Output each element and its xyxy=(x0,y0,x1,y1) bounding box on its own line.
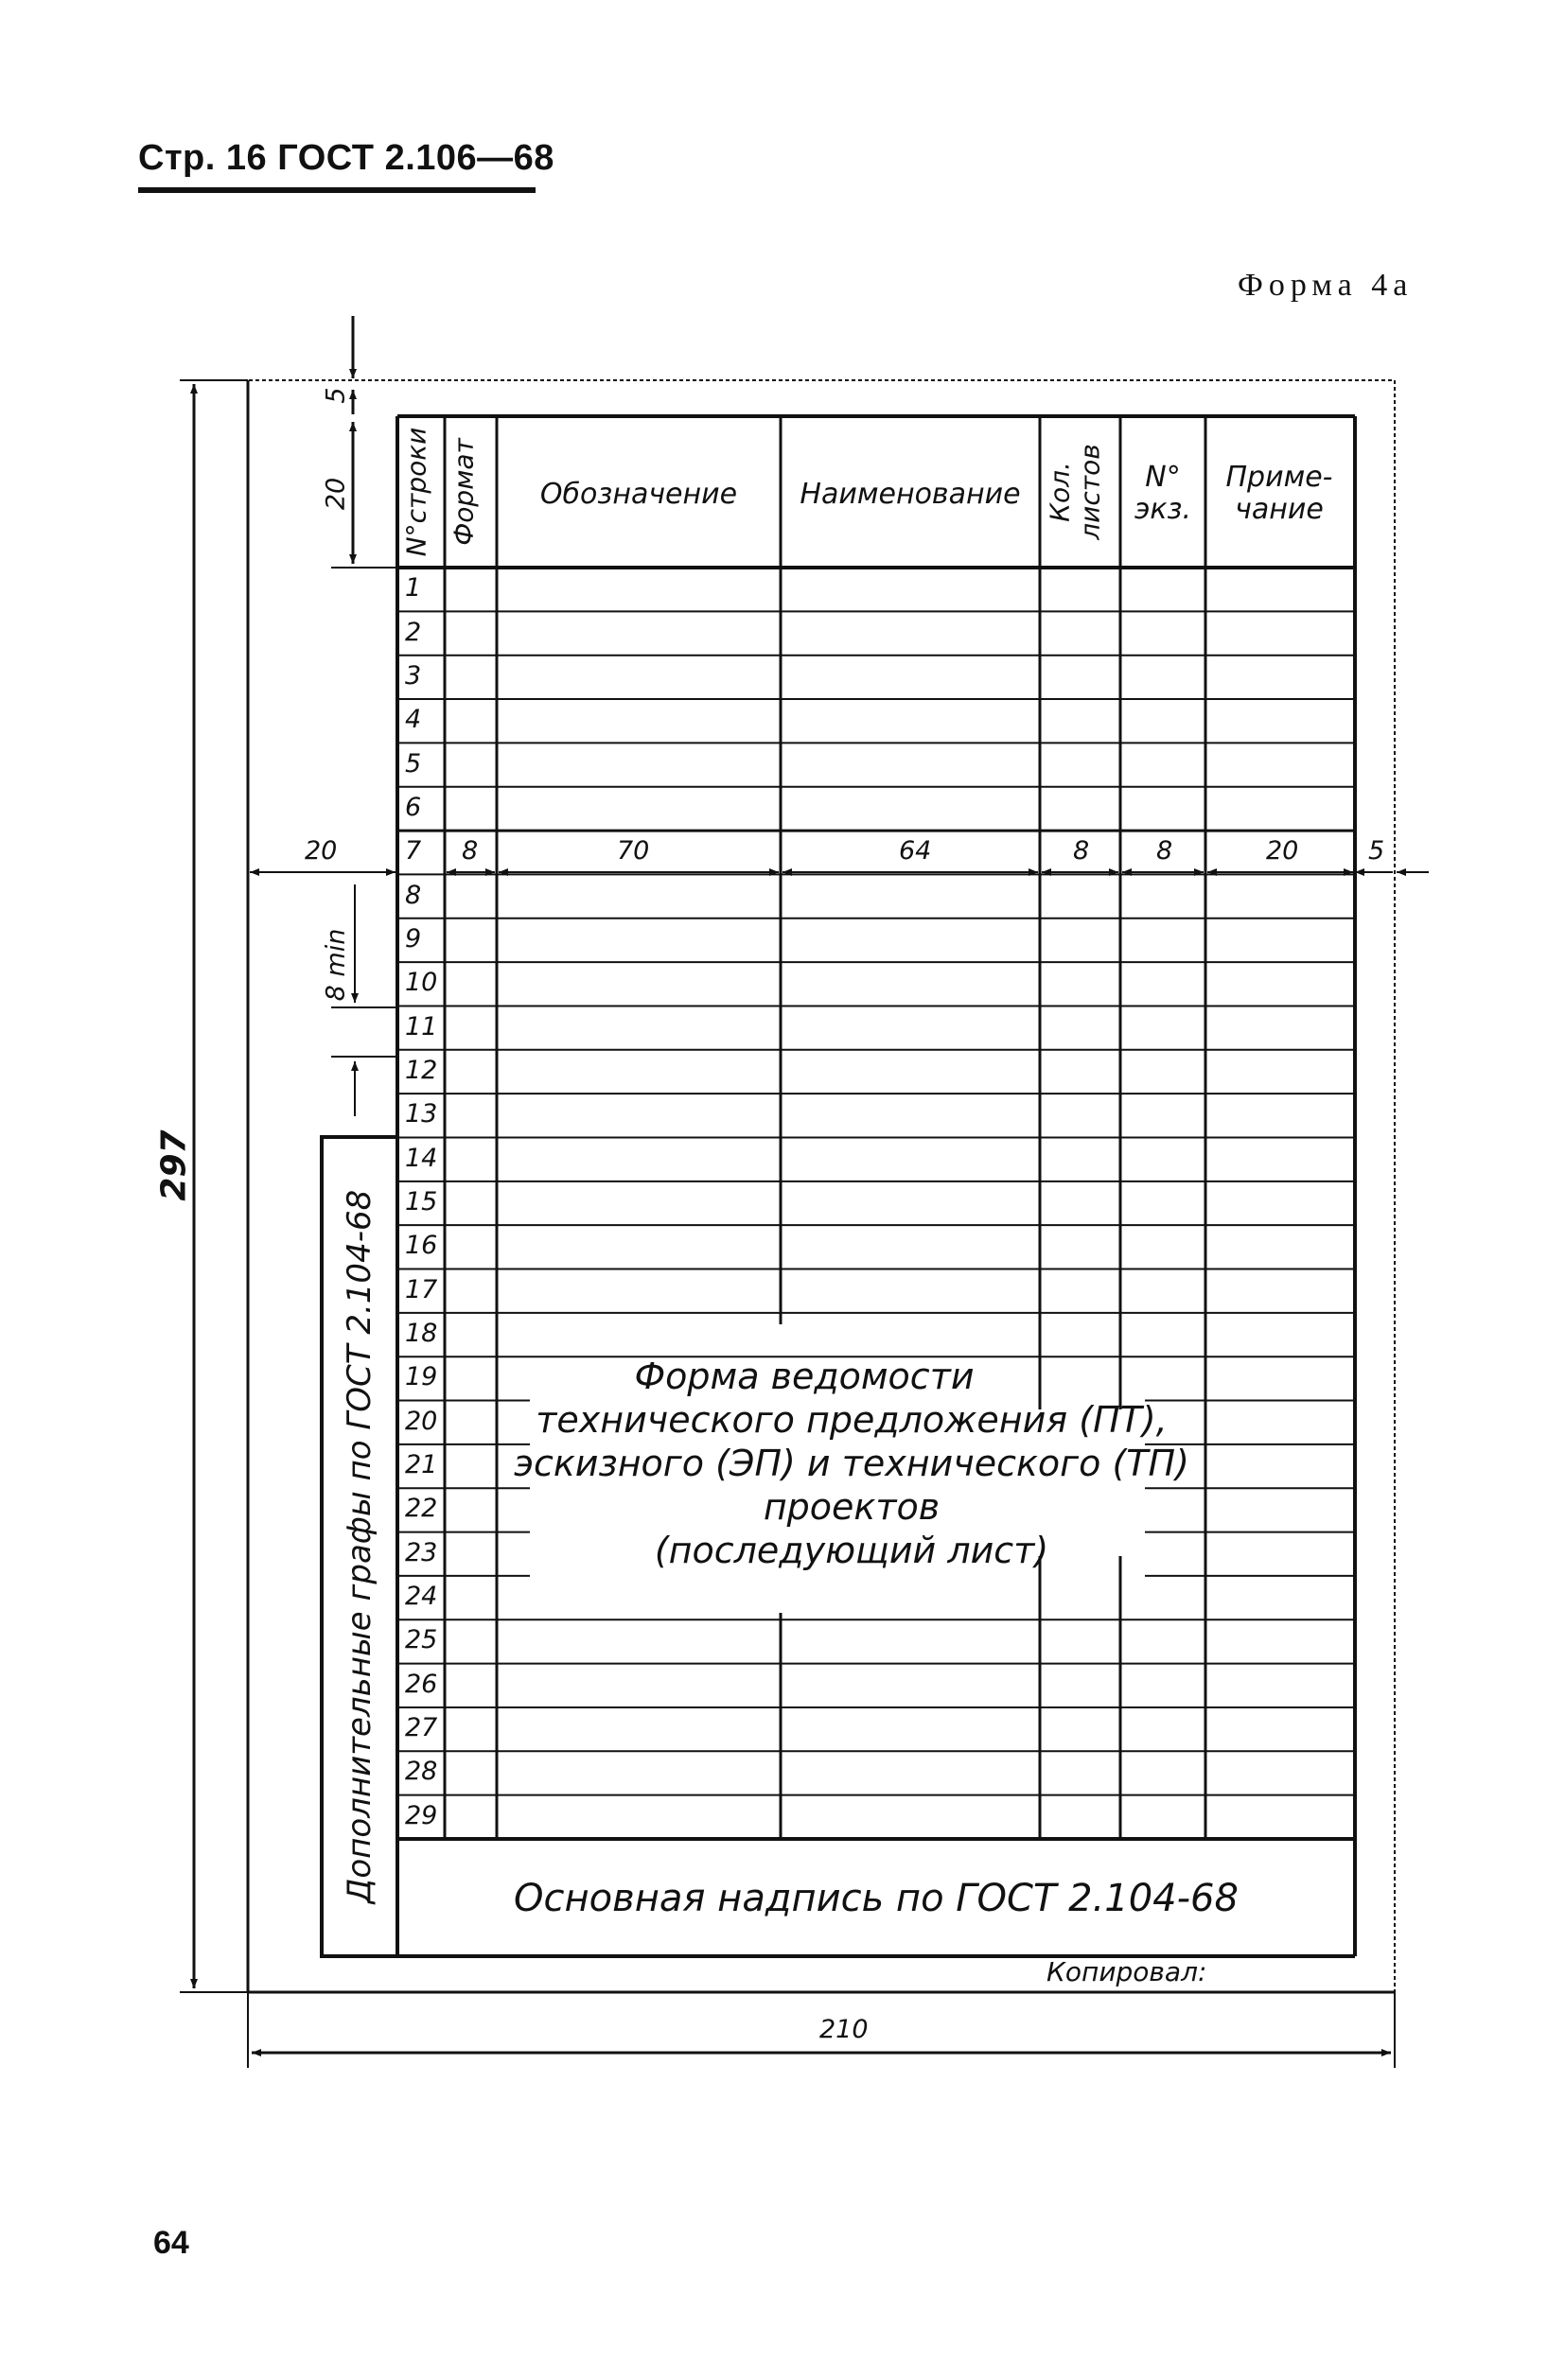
dim-right-margin: 5 xyxy=(1368,836,1385,866)
row-number-28: 28 xyxy=(405,1757,438,1787)
row-number-19: 19 xyxy=(405,1362,438,1392)
dim-page-height: 297 xyxy=(154,1129,194,1201)
colhead-copy-line2: экз. xyxy=(1134,493,1192,526)
page-header: Стр. 16 ГОСТ 2.106—68 xyxy=(138,138,554,178)
colhead-note-line2: чание xyxy=(1235,493,1324,526)
colwidth-designation: 70 xyxy=(617,836,650,866)
dim-top-margin: 5 xyxy=(321,387,351,404)
form-caption xyxy=(492,1355,1211,1572)
row-number-17: 17 xyxy=(405,1274,438,1304)
row-number-25: 25 xyxy=(405,1625,438,1655)
row-number-11: 11 xyxy=(405,1011,438,1041)
colhead-note xyxy=(1205,462,1353,526)
colwidth-copy: 8 xyxy=(1156,836,1173,866)
colhead-name: Наименование xyxy=(800,478,1021,511)
copied-by-label: Копировал: xyxy=(1046,1956,1207,1987)
caption-line-2: технического предложения (ПТ), xyxy=(536,1399,1168,1441)
caption-line-3: эскизного (ЭП) и технического (ТП) xyxy=(514,1443,1189,1484)
row-number-3: 3 xyxy=(405,660,422,691)
page-number: 64 xyxy=(153,2225,189,2261)
row-number-24: 24 xyxy=(405,1582,438,1612)
dim-row-height: 8 min xyxy=(321,928,351,1002)
row-number-21: 21 xyxy=(405,1450,438,1480)
form-label: Форма 4а xyxy=(1238,268,1414,303)
row-number-13: 13 xyxy=(405,1099,438,1129)
dim-header-height: 20 xyxy=(321,477,351,511)
colhead-sheets-line1: Кол. xyxy=(1044,462,1076,522)
row-number-8: 8 xyxy=(405,880,422,910)
colhead-sheets-line2: листов xyxy=(1074,444,1106,540)
additional-columns-label: Дополнительные графы по ГОСТ 2.104-68 xyxy=(341,1189,378,1904)
row-number-16: 16 xyxy=(405,1231,438,1261)
row-number-26: 26 xyxy=(405,1669,438,1699)
row-number-4: 4 xyxy=(405,705,422,735)
caption-line-4: проектов xyxy=(763,1486,941,1528)
row-number-22: 22 xyxy=(405,1494,438,1524)
row-number-2: 2 xyxy=(405,617,422,647)
row-number-10: 10 xyxy=(405,968,438,998)
title-block-label: Основная надпись по ГОСТ 2.104-68 xyxy=(514,1877,1239,1920)
row-number-1: 1 xyxy=(405,573,422,604)
colwidth-sheets: 8 xyxy=(1073,836,1090,866)
colwidth-format: 8 xyxy=(462,836,479,866)
colhead-copy-line1: N° xyxy=(1145,461,1181,494)
row-number-15: 15 xyxy=(405,1187,438,1216)
caption-line-1: Форма ведомости xyxy=(634,1356,975,1397)
colhead-designation: Обозначение xyxy=(539,478,738,511)
row-number-6: 6 xyxy=(405,792,422,822)
colwidth-note: 20 xyxy=(1266,836,1299,866)
row-number-27: 27 xyxy=(405,1713,438,1743)
colhead-copy-no xyxy=(1120,462,1205,526)
colhead-row-no: N°строки xyxy=(400,427,432,557)
row-number-9: 9 xyxy=(405,923,422,954)
row-number-29: 29 xyxy=(405,1800,438,1830)
row-number-12: 12 xyxy=(405,1055,438,1085)
colwidth-name: 64 xyxy=(899,836,932,866)
row-number-14: 14 xyxy=(405,1143,438,1173)
dim-page-width: 210 xyxy=(819,2015,869,2044)
row-number-23: 23 xyxy=(405,1537,438,1567)
row-number-5: 5 xyxy=(405,748,422,779)
dim-left-field: 20 xyxy=(305,836,338,866)
colhead-note-line1: Приме- xyxy=(1225,461,1333,494)
caption-line-5: (последующий лист) xyxy=(654,1530,1049,1571)
row-number-7: 7 xyxy=(405,836,422,866)
colhead-format: Формат xyxy=(448,438,480,546)
row-number-20: 20 xyxy=(405,1406,438,1436)
row-number-18: 18 xyxy=(405,1319,438,1349)
